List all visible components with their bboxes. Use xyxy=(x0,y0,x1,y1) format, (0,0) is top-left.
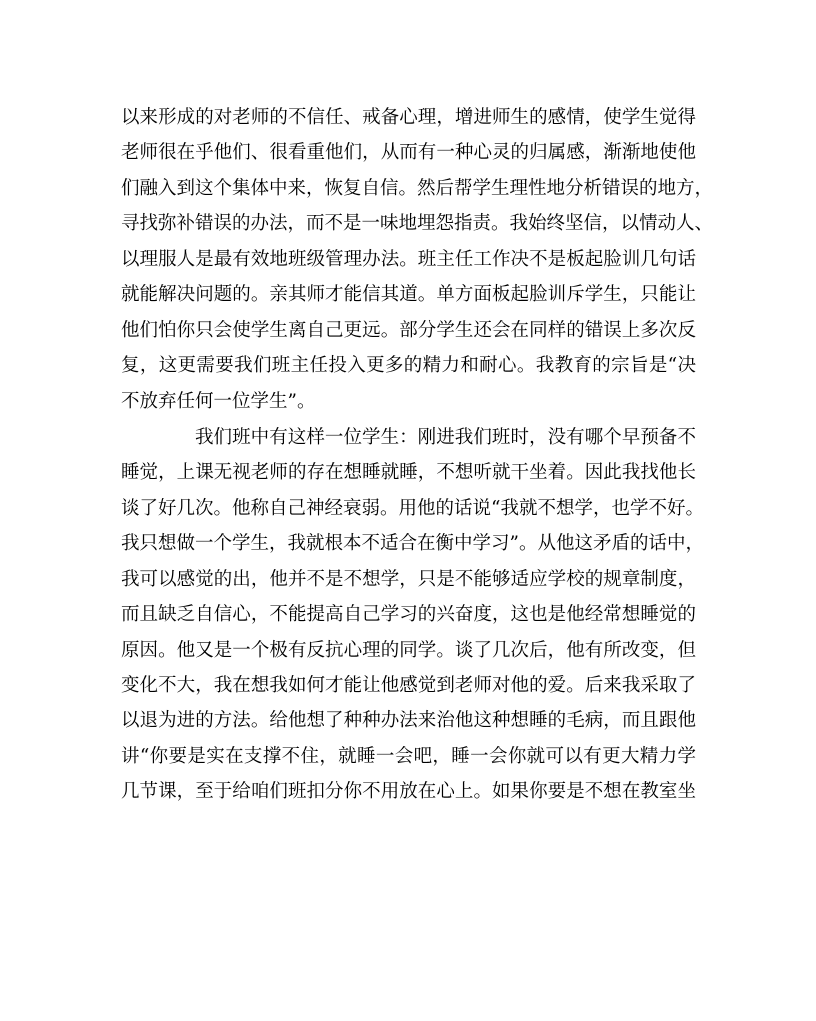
document-body xyxy=(121,100,714,810)
text-line: 睡觉，上课无视老师的存在想睡就睡，不想听就干坐着。因此我找他长 xyxy=(121,462,696,484)
text-line: 老师很在乎他们、很看重他们，从而有一种心灵的归属感，渐渐地使他 xyxy=(121,142,696,164)
text-line: 我可以感觉的出，他并不是不想学，只是不能够适应学校的规章制度， xyxy=(121,568,696,590)
paragraph-2 xyxy=(121,420,704,810)
text-line: 以理服人是最有效地班级管理办法。班主任工作决不是板起脸训几句话 xyxy=(121,248,696,270)
text-line: 寻找弥补错误的办法，而不是一味地埋怨指责。我始终坚信，以情动人、 xyxy=(121,213,714,235)
text-line: 我们班中有这样一位学生：刚进我们班时，没有哪个早预备不 xyxy=(195,426,696,448)
text-line: 谈了好几次。他称自己神经衰弱。用他的话说“我就不想学，也学不好。 xyxy=(121,497,704,519)
text-line: 讲“你要是实在支撑不住，就睡一会吧，睡一会你就可以有更大精力学 xyxy=(121,745,696,767)
text-line: 我只想做一个学生，我就根本不适合在衡中学习”。从他这矛盾的话中， xyxy=(121,533,704,555)
text-line: 就能解决问题的。亲其师才能信其道。单方面板起脸训斥学生，只能让 xyxy=(121,284,696,306)
text-line: 他们怕你只会使学生离自己更远。部分学生还会在同样的错误上多次反 xyxy=(121,319,696,341)
paragraph-1 xyxy=(121,100,714,419)
text-line: 以来形成的对老师的不信任、戒备心理，增进师生的感情，使学生觉得 xyxy=(121,107,696,128)
text-line: 们融入到这个集体中来，恢复自信。然后帮学生理性地分析错误的地方， xyxy=(121,177,714,199)
text-line: 原因。他又是一个极有反抗心理的同学。谈了几次后，他有所改变，但 xyxy=(121,639,696,661)
text-line: 而且缺乏自信心，不能提高自己学习的兴奋度，这也是他经常想睡觉的 xyxy=(121,604,696,626)
text-line: 几节课，至于给咱们班扣分你不用放在心上。如果你要是不想在教室坐 xyxy=(121,781,696,803)
text-line: 不放弃任何一位学生”。 xyxy=(121,390,316,412)
text-line: 复，这更需要我们班主任投入更多的精力和耐心。我教育的宗旨是“决 xyxy=(121,355,696,377)
text-line: 变化不大，我在想我如何才能让他感觉到老师对他的爱。后来我采取了 xyxy=(121,675,696,696)
text-line: 以退为进的方法。给他想了种种办法来治他这种想睡的毛病，而且跟他 xyxy=(121,710,696,732)
